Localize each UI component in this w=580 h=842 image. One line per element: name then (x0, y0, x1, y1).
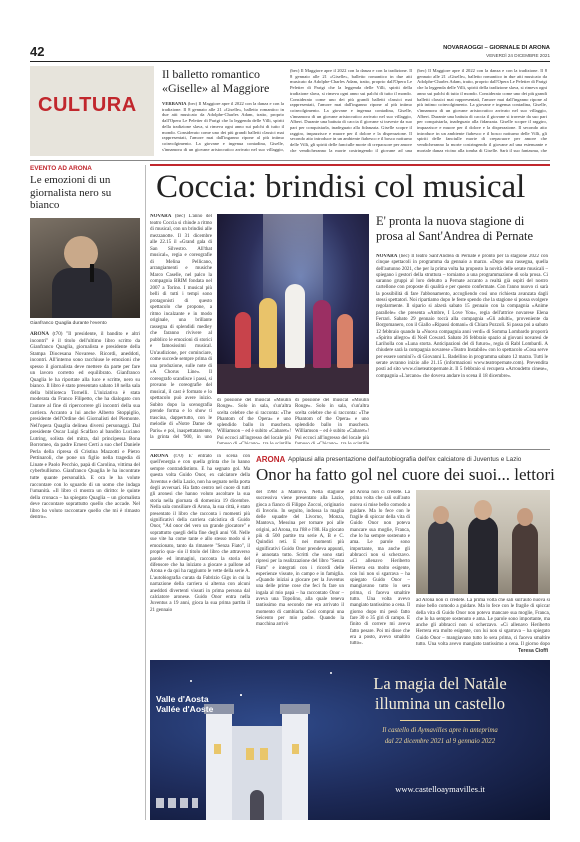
sponsor-logo-4 (192, 798, 198, 808)
onor-deck: Applausi alla presentazione dell'autobiografia dell'ex calciatore di Juventus e Lazio (288, 456, 522, 463)
ad-url[interactable]: www.castelloaymavilles.it (395, 784, 485, 794)
person-3 (512, 522, 538, 594)
column-divider (145, 165, 146, 820)
castle-window-4 (292, 744, 299, 754)
onor-mid-body: del 1968 a Mantova. Nella stagione successiva viene presentato alla Lazio, gioca a fianco di Filippo Zoccoi, originario di Invorio. In seguito, indossa la maglia delle squadre del Livorno, Monza, Mantova, Messina per tornare poi alle origini, ad Arona, tra l'88 e l'88. Ha giocato più di 500 partite tra serie A, B e C. Quindici reti. E nei momenti più significativi Guido Onor prendeva appunti, è annotata tutto. Scritti che sono stati ripresi per la realizzazione del libro "Senza Fiato" e integrati con i ricordi delle esperienze vissute, in campo e in famiglia. «Quando iniziai a giocare per la Juventus una delle prime cose che feci fu fare un ingala al mio papà – ha raccontato Onor – aveva una Topolino, alla quale teneva tantissimo ma secondo me era arrivato il momento di cambiarla. Così comprai una Seicento per mio padre. Quando la macchina arrivò (256, 490, 344, 628)
region-logo-line2: Vallée d'Aoste (156, 704, 214, 714)
page-number: 42 (30, 44, 45, 59)
giornalista-dateline: ARONA (30, 331, 50, 337)
coccia-col3: di possione del musical «Moulin Rouge». Solo in sala, s'un'altra scelta celebre che si racconta: «The Phantom of the Opera» e uno splendido ballo in maschera. Williamson – ed è subito «Cabaret»! Poi eccoci all'ingresso del locale più (295, 398, 369, 441)
ad-sub-1: Il castello di Aymavilles apre in anteprima (382, 727, 498, 734)
giornalista-caption: Gianfranco Quaglia durante l'evento (30, 321, 107, 326)
pernate-body: NOVARA (bec) Il teatro Sant'Andrea di Pernate è pronto per la stagione 2022 con cinque spettacoli in programma da gennaio a marzo. «Dopo una rassegna, quella dell'autunno 2021, che per la prima volta ha proposto la novità delle serate musicali – spiegano i gestori della struttura – torniamo a una programmazione di sola prosa. Ci saranno gruppi al loro debutto a Pernate accanto a realtà già ospiti del nostro cartellone con proposte di qualità e per questo confermate. Con l'anno nuovo ci sarà la possibilità di fare l'abbonamento, accogliendo così uno richiesta avanzata dagli stessi spettatori. Noi ripartiamo dopo le feste spendo che la stagione si possa svolgere regolarmente. Il sipario si alzerà sabato 15 gennaio con la compagnia «Anime parallele» che presenta «Ambre, I Love You», regia dell'attrice novarese Elena Ferrari. Sabato 29 gennaio toccà alla compagnia «Gli adulti», proveniente da Borgomanero, con il Giallo «Ripassi domani» di Chiara Pozzoli. Si passa poi a sabato 12 febbraio quando la «Nuova compagnia anni verdi» di Somma Lombardo proporrà «Spirito allegro» di Noël Coward. Sabato 26 febbraio spazio ai giovani novaresi de Lariholla con «Luna storta. Anticipazioni del dì futuro», regia di Rabl Lombardi. A chiudere sarà la compagnia novarese «Teatro Instabile» con lo spettacolo «Cosa serve per essere uomini?» di Giovanni L. Badellino in programma sabato 12 marzo. Tutti le serate avranno inizio alle 21.15 (informazioni www.teatropernate.com). Prevendita posti ad sito www.cineteatropernate.it. Il 5 febbraio si recupera «Arroudetto cinese», compagnia «L'arcano» che doveva andare in scena il 18 dicembre». (376, 254, 548, 379)
coccia-col1: NOVARA (bec) L'anno del teatro Coccia si chiude a ritmo di musical, con un brindisi alle mezzanotte. Il 31 dicembre alle 22.15 il «Grand gala di San Silvestro. All'that musical», regia e coreografie di Melina Pellicano, arrangiamenti e musiche Marco Caselle, nel palco la compagnia BRIM fondata nel 2007 a Torino. I musical più belli di tutti i tempi sono protagonisti di questo spettacolo che propone, a ritmo incalzante e in modo originale, una brillante rassegna di splendidi medley che faranno rivivere al pubblico le emozioni di storici e famosissimi musical. Un'audizione, per cominciare, come succede sempre prima di una produzione, sulle note di «A Chorus Line». Il coreografo scandisce i passi, si provano le coreografie del musical, il cast è formato e lo spettacolo può avere inizio. Subito dopo la scenografia prende forma e lo show ti trascina, dappertutto, con le melodie di «Notre Dame de Paris» e poi, inaspettatamente, la grinta del '900, in uno (150, 214, 212, 440)
giornalista-body: ARONA (t70) "Il presidente, il bandito e altri incontri" è il titolo dell'ultimo libro scritto da Gianfranco Quaglia, giornalista e presidente della Stampa Diocesana Novarese. Ricordi, aneddoti, incontri. All'interno sono racchiuse le emozioni che spesso il giornalista deve mettere da parte per fare un lavoro corretto ed equilibrato. Gianfranco Quaglia le ha riportate alla luce e scritte, nero su bianco. Il libro è stato presentato sabato 18 nella sala della biblioteca Tornelli. L'iniziativa è stata moderata da Franco Filipetto, che ha dialogato con l'autore al fine di ripercorrere gli incontri della sua carriera. Accanto a lui anche Alberto Stoppiglio, presidente dell'Ordine dei Giornalisti del Piemonte. Nell'opera Quaglia delinea diversi personaggi. Dal presidente Oscar Luigi Scalfaro al bandito Luciano Lutring, solista del mitra, dal principessa Bona Borromeo, da padre Ernest Certi a suo chef Daniele Perla della ripresa di Cristina Mazzotti e Pietro Pettinaroli, che pone un figlio nella tragedia di Linate e Paolo Pecchio, papà di Carolina, vittima del cyberbullismo. Gianfranco Quaglia le ha incontrate tutte quante personalità. E ora le ha volute raccontare con lo sguardo di un uomo che indaga l'umanità. «Il libro ci mostra un diritto: le quinte della cronaca – ha spiegato Quaglia – un giornalista deve raccontare soprattutto quello che accade. Nel libro ho voluto raccontare quello che mi è rimasto dentro». (30, 331, 140, 521)
star-2 (240, 694, 242, 696)
castle-tower-left (206, 712, 232, 820)
section-label: CULTURA (38, 94, 137, 116)
ad-sub-2: dal 22 dicembre 2021 al 9 gennaio 2022 (384, 738, 496, 745)
sponsor-logo-strip (156, 798, 198, 808)
onor-byline: Teresa Cioffi (518, 648, 548, 654)
onor-kicker: ARONA (256, 455, 286, 464)
coccia-top-rule (150, 164, 550, 166)
giornalista-kicker: EVENTO AD ARONA (30, 165, 92, 172)
aymavilles-ad[interactable] (150, 660, 550, 820)
sponsor-logo-2 (168, 798, 176, 808)
ballet-body-col3: (bec) Il Maggiore apre il 2022 con la danza e con la tradizione. Il 8 gennaio alle 21 «Giselle», balletto romantico in due atti musicato da Adolphe-Charles Adam, tratto, proprio dall'Opera Le Peletier di Parigi che la leggenda delle Villi, spiriti della tradizione slava, si rimeva ogni anno sui palchi di tutto il mondo. Considerato come uno dei più grandi balletti classici mai rappresentati, l'amore mai dall'inganno ripone al più intimo coinvolgimento. La giovane e ingenua contadina, Giselle, s'innamora di un giovane aristocratico arrivato nel suo villaggio, Albert. Durante una battuta di caccia il giovane si traveste da suo pari per conquistarla, inadeguato alla fidanzata. Giselle scopre il raggiro, impazzisce e muore per il dolore e la disperazione. Il secondo atto introduce in un ambiente fiabesco e il bosco notturno delle Villi, gli spiriti delle fanciulle morte di crepacuore per amore che vendicheranno la morte costringendo il giovane ad una estenuante e mortale danza vicino alla tomba di Giselle. Sarà il suo fantasma, che (417, 68, 547, 153)
onor-dateline: ARONA (150, 454, 169, 459)
onor-right-body: ad Arona non ci credete. La prima volta che sali sull'auto nuova si mise bello comodo a guidare. Ma lo fece con le fragile di spiccar della vita di Guido Onor non poteva mancare sua moglie, Franca, che lo ha sempre sostenuto e ama. Le parole sono importante, ma anche gli abbracci non si scherzavo. «Ci allenavo Heriberto Herrera era molto esigente, con lui non si sgarrava – ha spiegato Guido Onor – mangiavano tutto lo sera prima, ci faceva smaltire tutto. Una volta avevo mangiato tantissimo a cena. Il giorno dopo (416, 598, 550, 648)
giornalista-photo (30, 218, 140, 318)
issue-date: VENERDÌ 24 DICEMBRE 2021 (486, 53, 550, 58)
dancer-2 (259, 298, 277, 368)
ballet-title: Il balletto romantico «Giselle» al Maggiore (162, 67, 270, 95)
ad-divider (400, 720, 480, 721)
coccia-col2: di possione del musical «Moulin Rouge». Solo in sala, s'un'altra scelta celebre che si racconta: «The Phantom of the Opera» e uno splendido ballo in maschera. Williamson – ed è subito «Cabaret»! Poi eccoci all'ingresso del locale più (217, 398, 291, 441)
onor-mid-body-2: ad Arona non ci credete. La prima volta che sali sull'auto nuova si mise bello comodo a guidare. Ma lo fece con le fragile di spiccar della vita di Guido Onor non poteva mancare sua moglie, Franca, che lo ha sempre sostenuto e ama. Le parole sono importante, ma anche gli abbracci non si scherzavo. «Ci allenavo Heriberto Herrera era molto esigente, con lui non si sgarrava – ha spiegato Guido Onor – mangiavano tutto lo sera prima, ci faceva smaltire tutto. Una volta avevo mangiato tantissimo a cena. Il giorno dopo mi pesò fatto fare 30 o 35 giri di campo. E finito di correre mi aveva fatto pesare. Poi mi disse che era a posto, avevo smaltito tutto». (350, 490, 410, 647)
ad-headline-1: La magia del Natale (373, 674, 507, 693)
castle-door (250, 790, 264, 820)
onor-photo (416, 490, 550, 594)
castle-window-2 (260, 748, 268, 760)
pernate-dateline: NOVARA (376, 254, 398, 259)
person-2 (468, 516, 498, 594)
sponsor-logo-1 (156, 798, 164, 808)
castle-illustration (202, 704, 312, 820)
pernate-title: E' pronta la nuova stagione di prosa al Sant'Andrea di Pernate (376, 214, 534, 243)
paper-name: NOVARAOGGI – GIORNALE DI ARONA (443, 45, 550, 51)
ballet-body-col2: (bec) Il Maggiore apre il 2022 con la danza e con la tradizione. Il 8 gennaio alle 21 «Giselle», balletto romantico in due atti musicato da Adolphe-Charles Adam, tratto, proprio dall'Opera Le Peletier di Parigi che la leggenda delle Villi, spiriti della tradizione slava, si rimeva ogni anno sui palchi di tutto il mondo. Considerato come uno dei più grandi balletti classici mai rappresentati, l'amore mai dall'inganno ripone al più intimo coinvolgimento. La giovane e ingenua contadina, Giselle, s'innamora di un giovane aristocratico arrivato nel suo villaggio, Albert. Durante una battuta di caccia il giovane si traveste da suo pari per conquistarla, inadeguato alla fidanzata. Giselle scopre il raggiro, impazzisce e muore per il dolore e la disperazione. Il secondo atto introduce in un ambiente fiabesco e il bosco notturno delle Villi, gli spiriti delle fanciulle morte di crepacuore per amore che vendicheranno la morte costringendo il giovane ad una (290, 68, 412, 153)
stage-floor (217, 364, 369, 394)
ballet-text: (bec) Il Maggiore apre il 2022 con la danza e con la tradizione. Il 8 gennaio alle 21 «Giselle», balletto romantico in due atti musicato da Adolphe-Charles Adam, tratto, proprio dall'Opera Le Peletier di Parigi che la leggenda delle Villi, spiriti della tradizione slava, si rimeva ogni anno sui palchi di tutto il mondo. Considerato come uno dei più grandi balletti classici mai rappresentati, l'amore mai dall'inganno ripone al più intimo coinvolgimento. La giovane e ingenua contadina, Giselle, s'innamora di un giovane aristocratico arrivato nel suo villaggio, (162, 101, 284, 152)
castle-roof-right (280, 704, 310, 714)
ballet-body (162, 101, 284, 153)
person-3-head (517, 508, 533, 526)
star-1 (190, 680, 192, 682)
microphone (90, 264, 94, 282)
dancer-5 (337, 314, 353, 368)
speaker-body (52, 268, 112, 318)
sponsor-logo-3 (180, 798, 188, 808)
giornalista-title: Le emozioni di un giornalista nero su bianco (30, 174, 112, 211)
ballet-dateline: VERBANIA (162, 101, 187, 106)
castle-tower-right (282, 712, 308, 820)
star-3 (330, 672, 332, 674)
person-1-head (433, 506, 449, 524)
coccia-title: Coccia: brindisi col musical (156, 169, 526, 205)
castle-window-1 (246, 748, 254, 760)
ad-headline-2: illumina un castello (374, 694, 506, 713)
onor-left-body: ARONA (t70) E' entrato in scena con quell'energia e con quella grinta che lo hanno sempre contraddistinto. E ha segnato gol. Ma questa volta Guido Onor, ex calciatore della Juventus e della Lazio, non ha segnato nella porta degli avversari. Ha fatto centro nel cuore di tutti gli aronesi che hanno voluto ascoltare la sua storia nella giornata di domenica 19 dicembre. Nella sala consiliare di Arona, la sua città, è stato presentato il libro che racconta i momenti più significativi della carriera calcistica di Guido Onor, "Ad onor del vero un grande giocatore" e soprattutto quegli della fine degli anni '60. Nelle sue vite ha come tante e allo stesso modo si è emozionato, tanto da rimanere "Senza Fiato", il proprio qua- sio il titolo del libro che attraverso parole ed immagini, racconta la storia del difensore che ha iniziato a giocare a pallone ad Arona e da qui ha raggiunto le vette della serie A. L'autobiografia curata da Fabrizio Gigs in cui la narrazione della carriera si alterna con alcuni aneddoti divertenti vissuti in prima persona dal calciatore aronese. Guido Onor entra nella Juventus a 19 anni, gioca la sua prima partita il 21 gennaio (150, 454, 250, 613)
person-1 (428, 520, 454, 594)
dancer-3 (285, 284, 305, 368)
coccia-photo (217, 214, 369, 394)
dancer-4 (313, 300, 331, 368)
section-label-box (30, 66, 154, 156)
region-logo-line1: Valle d'Aosta (156, 694, 209, 704)
coccia-dateline: NOVARA (150, 214, 172, 219)
onor-title: Onor ha fatto gol nel cuore dei suoi... lettori (256, 465, 555, 484)
mid-rule (150, 449, 550, 450)
ballet-rule (30, 160, 550, 161)
dancer-1 (235, 312, 251, 368)
castle-window-3 (214, 744, 221, 754)
header-rule (30, 61, 550, 62)
person-2-head (474, 500, 492, 520)
